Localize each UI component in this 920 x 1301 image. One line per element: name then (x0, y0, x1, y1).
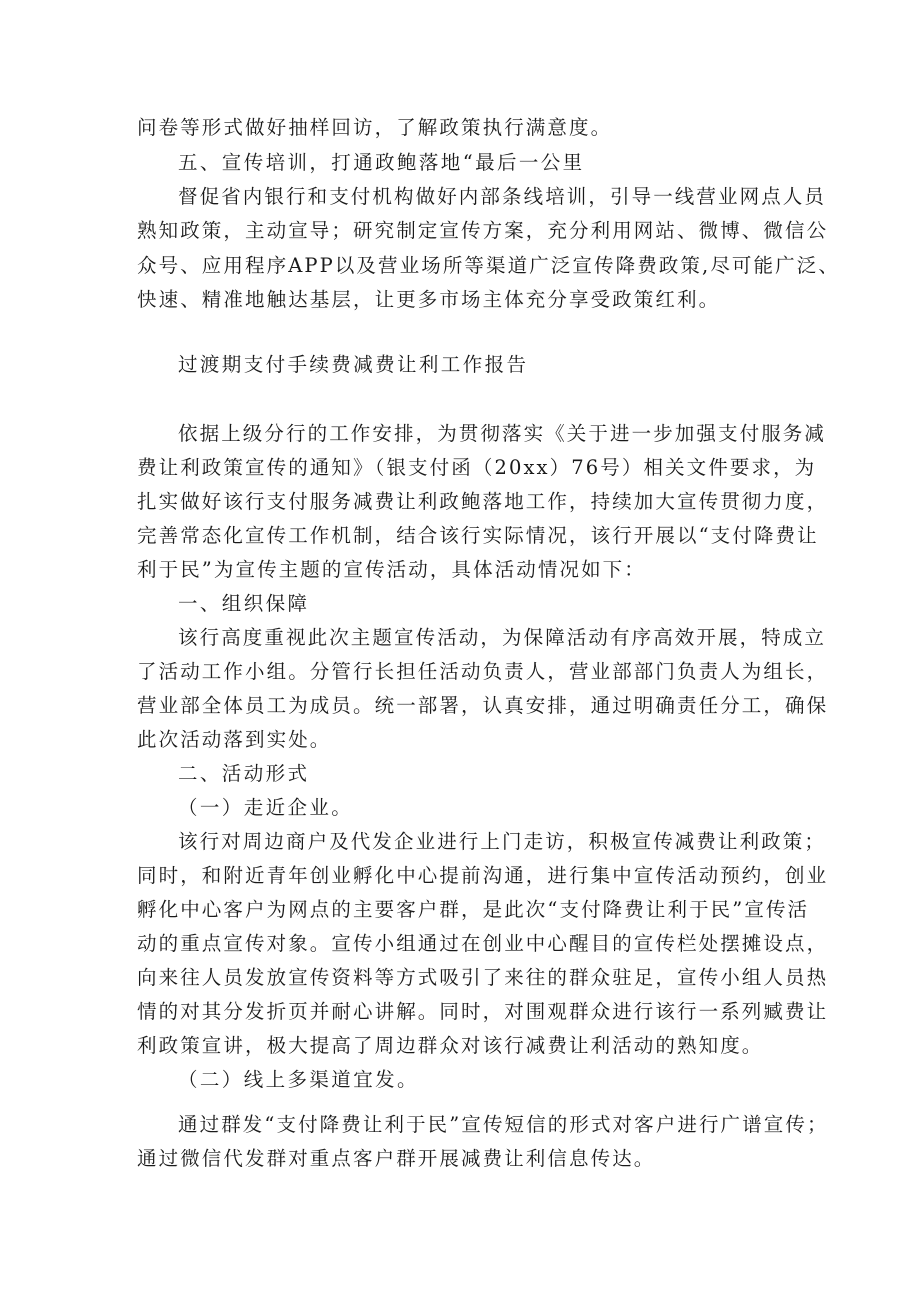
paragraph-line: 通过微信代发群对重点客户群开展减费让利信息传达。 (137, 1147, 656, 1170)
paragraph-line: 通过群发“支付降费让利于民”宣传短信的形式对客户进行广谱宣传； (178, 1113, 829, 1136)
subsection-heading: （二）线上多渠道宜发。 (178, 1068, 419, 1091)
paragraph-line: 熟知政策，主动宣导；研究制定宣传方案，充分利用网站、微博、微信公 (137, 219, 829, 242)
paragraph-line: 孵化中心客户为网点的主要客户群，是此次“支付降费让利于民”宣传活 (137, 898, 810, 921)
document-title: 过渡期支付手续费减费让利工作报告 (178, 353, 529, 376)
paragraph-line: 依据上级分行的工作安排，为贯彻落实《关于进一步加强支付服务减 (178, 422, 827, 445)
paragraph-line: 向来往人员发放宣传资料等方式吸引了来往的群众驻足，宣传小组人员热 (137, 966, 829, 989)
subsection-heading: （一）走近企业。 (178, 796, 354, 819)
paragraph-line: 问卷等形式做好抽样回访，了解政策执行满意度。 (137, 116, 613, 139)
paragraph-line: 动的重点宣传对象。宣传小组通过在创业中心醒目的宣传栏处摆摊设点， (137, 932, 829, 955)
paragraph-line: 该行对周边商户及代发企业进行上门走访，积极宣传减费让利政策； (178, 830, 827, 853)
paragraph-line: 扎实做好该行支付服务减费让利政鲍落地工作，持续加大宣传贯彻力度， (137, 490, 829, 513)
paragraph-line: 该行高度重视此次主题宣传活动，为保障活动有序高效开展，特成立 (178, 626, 827, 649)
paragraph-line: 利于民”为宣传主题的宣传活动，具体活动情况如下： (137, 558, 646, 581)
paragraph-line: 此次活动落到实处。 (137, 728, 332, 751)
section-heading: 二、活动形式 (178, 762, 310, 785)
paragraph-line: 众号、应用程序APP以及营业场所等渠道广泛宣传降费政策,尽可能广泛、 (137, 254, 840, 277)
paragraph-line: 情的对其分发折页并耐心讲解。同时，对围观群众进行该行一系列臧费让 (137, 1000, 829, 1023)
paragraph-line: 营业部全体员工为成员。统一部署，认真安排，通过明确责任分工，确保 (137, 694, 829, 717)
paragraph-line: 快速、精准地触达基层，让更多市场主体充分享受政策红利。 (137, 288, 721, 311)
paragraph-line: 同时，和附近青年创业孵化中心提前沟通，进行集中宣传活动预约，创业 (137, 864, 829, 887)
paragraph-line: 了活动工作小组。分管行长担任活动负责人，营业部部门负责人为组长， (137, 660, 829, 683)
section-heading: 一、组织保障 (178, 592, 310, 615)
paragraph-line: 费让利政策宣传的通知》（银支付函（20xx）76号）相关文件要求，为 (137, 456, 817, 479)
paragraph-line: 利政策宣讲，极大提高了周边群众对该行减费让利活动的熟知度。 (137, 1034, 764, 1057)
paragraph-line: 督促省内银行和支付机构做好内部条线培训，引导一线营业网点人员 (178, 185, 827, 208)
paragraph-line: 完善常态化宣传工作机制，结合该行实际情况，该行开展以“支付降费让 (137, 524, 819, 547)
section-heading: 五、宣传培训，打通政鲍落地“最后一公里 (178, 151, 585, 174)
